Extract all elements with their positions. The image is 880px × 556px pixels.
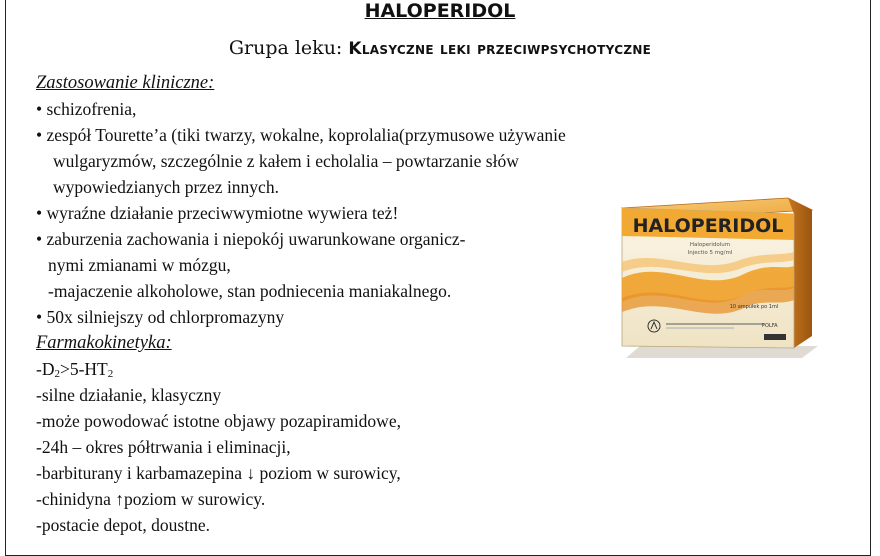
product-dose: Injectio 5 mg/ml xyxy=(687,250,733,256)
list-item: -postacie depot, doustne. xyxy=(36,515,210,535)
product-brand: HALOPERIDOL xyxy=(632,215,784,237)
list-item-continuation: -majaczenie alkoholowe, stan podniecenia maniakalnego. xyxy=(48,281,452,301)
list-item: • 50x silniejszy od chlorpromazyny xyxy=(36,307,285,327)
pharmacokinetics-heading: Farmakokinetyka: xyxy=(36,333,172,353)
list-item: -chinidyna ↑poziom w surowicy. xyxy=(36,489,266,509)
product-subtitle: Haloperidolum xyxy=(689,242,731,248)
product-count: 10 ampułek po 1ml xyxy=(729,304,779,310)
list-item-continuation: wulgaryzmów, szczególnie z kałem i echolalia – powtarzanie słów xyxy=(53,151,519,171)
document-title: HALOPERIDOL xyxy=(364,0,516,22)
product-maker: POLFA xyxy=(762,323,778,329)
list-item: • zespół Tourette’a (tiki twarzy, wokalne, koprolalia(przymusowe używanie xyxy=(36,125,566,145)
product-box-image xyxy=(614,186,822,366)
list-item: -barbiturany i karbamazepina ↓ poziom w surowicy, xyxy=(36,463,401,483)
list-item: • wyraźne działanie przeciwwymiotne wywiera też! xyxy=(36,203,399,223)
receptor-ratio-line: $-D_2>5-HT_2$ xyxy=(36,359,114,380)
clinical-use-heading: Zastosowanie kliniczne: xyxy=(36,73,215,93)
product-box-illustration xyxy=(614,186,822,366)
drug-group-value: Klasyczne leki przeciwpsychotyczne xyxy=(348,39,652,59)
list-item-continuation: nymi zmianami w mózgu, xyxy=(48,255,231,275)
drug-group-label: Grupa leku: xyxy=(228,37,349,59)
list-item-continuation: wypowiedzianych przez innych. xyxy=(53,177,279,197)
list-item: • zaburzenia zachowania i niepokój uwarunkowane organicz- xyxy=(36,229,466,249)
list-item: -może powodować istotne objawy pozapiramidowe, xyxy=(36,411,401,431)
list-item: • schizofrenia, xyxy=(36,99,137,119)
drug-group-line xyxy=(0,37,880,59)
list-item: -silne działanie, klasyczny xyxy=(36,385,222,405)
list-item: -24h – okres półtrwania i eliminacji, xyxy=(36,437,291,457)
